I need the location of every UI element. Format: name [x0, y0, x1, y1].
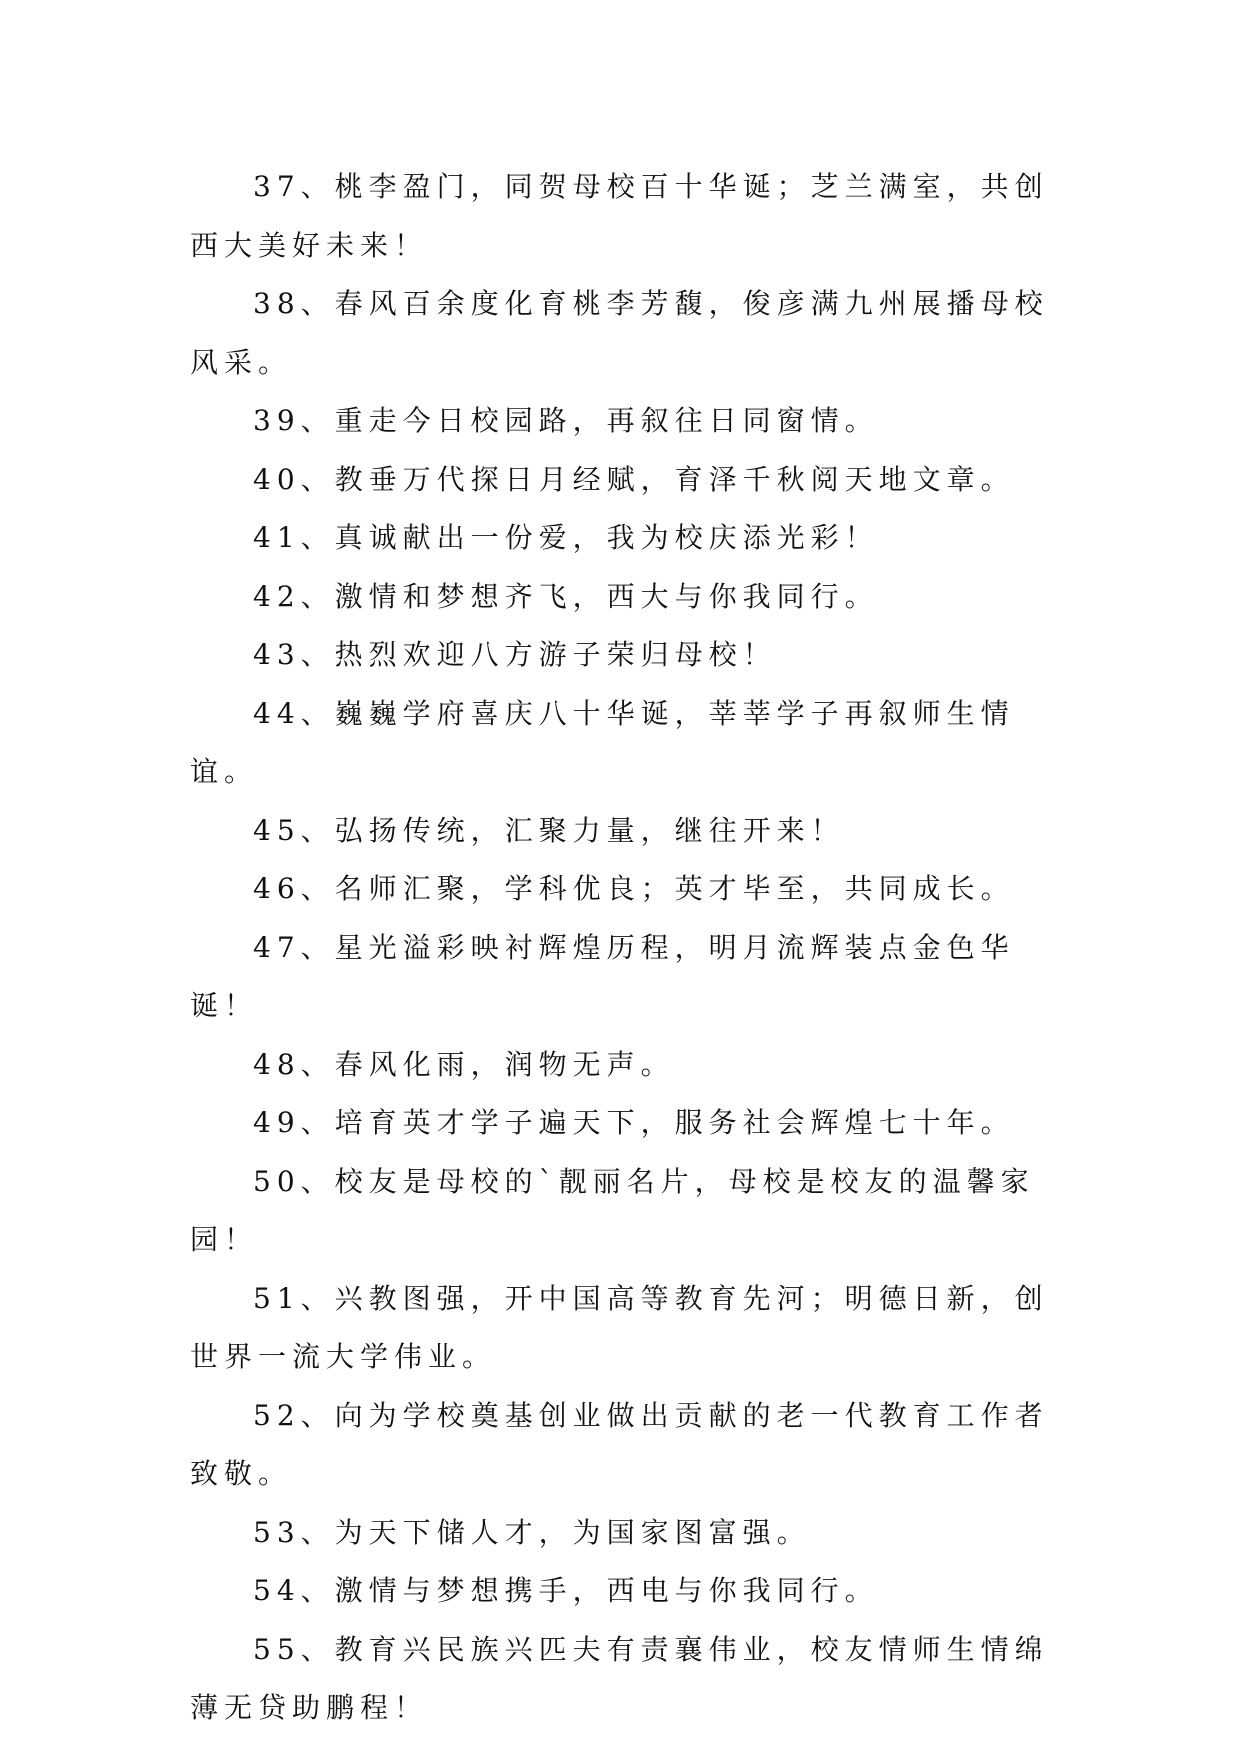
paragraph-38: 38、春风百余度化育桃李芳馥，俊彦满九州展播母校风采。 — [190, 287, 1049, 379]
paragraph-48: 48、春风化雨，润物无声。 — [253, 1047, 675, 1081]
paragraph-41: 41、真诚献出一份爱，我为校庆添光彩！ — [253, 521, 879, 554]
paragraph-54: 54、激情与梦想携手，西电与你我同行。 — [253, 1574, 879, 1607]
document-body — [190, 158, 1070, 1738]
paragraph-49: 49、培育英才学子遍天下，服务社会辉煌七十年。 — [253, 1106, 1015, 1139]
paragraph-50: 50、校友是母校的`靓丽名片，母校是校友的温馨家园！ — [190, 1164, 1035, 1256]
paragraph-42: 42、激情和梦想齐飞，西大与你我同行。 — [253, 579, 879, 613]
paragraph-45: 45、弘扬传统，汇聚力量，继往开来！ — [253, 813, 845, 847]
paragraph-46: 46、名师汇聚，学科优良；英才毕至，共同成长。 — [253, 872, 1015, 905]
paragraph-53: 53、为天下储人才，为国家图富强。 — [253, 1515, 811, 1549]
paragraph-39: 39、重走今日校园路，再叙往日同窗情。 — [253, 404, 879, 437]
paragraph-44: 44、巍巍学府喜庆八十华诞，莘莘学子再叙师生情谊。 — [190, 696, 1015, 788]
paragraph-55: 55、教育兴民族兴匹夫有责襄伟业，校友情师生情绵薄无贷助鹏程！ — [190, 1632, 1049, 1724]
paragraph-40: 40、教垂万代探日月经赋，育泽千秋阅天地文章。 — [253, 462, 1015, 496]
paragraph-47: 47、星光溢彩映衬辉煌历程，明月流辉装点金色华诞！ — [190, 930, 1015, 1022]
paragraph-43: 43、热烈欢迎八方游子荣归母校！ — [253, 638, 777, 671]
paragraph-51: 51、兴教图强，开中国高等教育先河；明德日新，创世界一流大学伟业。 — [190, 1281, 1049, 1373]
paragraph-52: 52、向为学校奠基创业做出贡献的老一代教育工作者致敬。 — [190, 1398, 1049, 1490]
paragraph-37: 37、桃李盈门，同贺母校百十华诞；芝兰满室，共创西大美好未来！ — [190, 170, 1049, 262]
